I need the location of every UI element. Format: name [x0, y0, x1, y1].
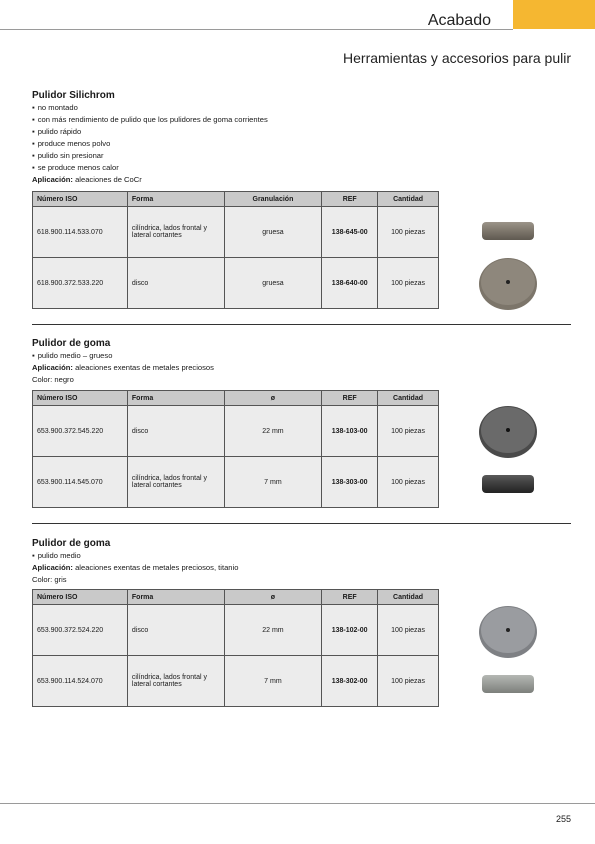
cell-forma: cilíndrica, lados frontal y lateral cortantes	[127, 656, 224, 707]
application-text: aleaciones de CoCr	[75, 175, 142, 184]
feature-list	[32, 550, 572, 562]
table-header-row	[33, 590, 439, 605]
table-header-row	[33, 391, 439, 406]
product-block-goma-negro	[32, 337, 572, 489]
table-row	[33, 457, 439, 508]
cell-ref: 138-645-00	[322, 207, 378, 258]
cell-ref: 138-103-00	[322, 406, 378, 457]
col-header-iso: Número ISO	[33, 192, 128, 207]
black-cylinder-image	[480, 472, 536, 496]
col-header-ref: REF	[322, 590, 378, 605]
cell-cantidad: 100 piezas	[378, 656, 439, 707]
cell-ref: 138-102-00	[322, 605, 378, 656]
table-row	[33, 406, 439, 457]
cell-forma: disco	[127, 406, 224, 457]
cell-diametro: 7 mm	[224, 457, 322, 508]
product-table	[32, 589, 439, 707]
product-title: Pulidor de goma	[32, 538, 111, 549]
color-line: Color: gris	[32, 575, 67, 584]
col-header-cantidad: Cantidad	[378, 590, 439, 605]
col-header-iso: Número ISO	[33, 590, 128, 605]
cell-iso: 653.900.114.524.070	[33, 656, 128, 707]
application-line	[32, 362, 572, 374]
cell-forma: disco	[127, 605, 224, 656]
product-title: Pulidor Silichrom	[32, 90, 115, 101]
application-line	[32, 174, 572, 186]
application-line	[32, 562, 572, 574]
col-header-diametro: ø	[224, 391, 322, 406]
cell-iso: 618.900.372.533.220	[33, 258, 128, 309]
feature-item: ▪ produce menos polvo	[32, 138, 572, 150]
feature-item: ▪ con más rendimiento de pulido que los pulidores de goma corrientes	[32, 114, 572, 126]
cell-cantidad: 100 piezas	[378, 406, 439, 457]
cell-ref: 138-303-00	[322, 457, 378, 508]
col-header-iso: Número ISO	[33, 391, 128, 406]
gray-disc-image	[477, 604, 539, 660]
product-table	[32, 191, 439, 309]
feature-item: ▪ pulido medio	[32, 550, 572, 562]
feature-item: ▪ no montado	[32, 102, 572, 114]
cell-forma: disco	[127, 258, 224, 309]
cell-cantidad: 100 piezas	[378, 207, 439, 258]
table-row	[33, 605, 439, 656]
section-divider	[32, 523, 571, 524]
col-header-diametro: ø	[224, 590, 322, 605]
table-header-row	[33, 192, 439, 207]
application-label: Aplicación:	[32, 363, 73, 372]
col-header-ref: REF	[322, 391, 378, 406]
product-table	[32, 390, 439, 508]
cell-diametro: 22 mm	[224, 406, 322, 457]
cell-cantidad: 100 piezas	[378, 258, 439, 309]
feature-item: ▪ pulido sin presionar	[32, 150, 572, 162]
section-title: Acabado	[427, 12, 491, 29]
col-header-cantidad: Cantidad	[378, 391, 439, 406]
gray-cylinder-image	[480, 672, 536, 696]
cell-diametro: 22 mm	[224, 605, 322, 656]
col-header-granulacion: Granulación	[224, 192, 322, 207]
cell-forma: cilíndrica, lados frontal y lateral cortantes	[127, 457, 224, 508]
feature-item: ▪ pulido rápido	[32, 126, 572, 138]
section-accent-box	[513, 0, 595, 29]
cell-iso: 653.900.114.545.070	[33, 457, 128, 508]
col-header-forma: Forma	[127, 590, 224, 605]
table-row	[33, 656, 439, 707]
black-disc-image	[477, 404, 539, 460]
col-header-forma: Forma	[127, 192, 224, 207]
page-subtitle: Herramientas y accesorios para pulir	[343, 50, 571, 66]
cell-iso: 618.900.114.533.070	[33, 207, 128, 258]
feature-list	[32, 350, 572, 362]
section-divider	[32, 324, 571, 325]
cell-iso: 653.900.372.524.220	[33, 605, 128, 656]
table-row	[33, 207, 439, 258]
cell-ref: 138-640-00	[322, 258, 378, 309]
application-label: Aplicación:	[32, 175, 73, 184]
cell-iso: 653.900.372.545.220	[33, 406, 128, 457]
footer-rule	[0, 803, 595, 804]
product-block-silichrom	[32, 89, 572, 287]
feature-item: ▪ pulido medio – grueso	[32, 350, 572, 362]
application-text: aleaciones exentas de metales preciosos	[75, 363, 214, 372]
cell-granulacion: gruesa	[224, 258, 322, 309]
cell-ref: 138-302-00	[322, 656, 378, 707]
application-label: Aplicación:	[32, 563, 73, 572]
feature-item: ▪ se produce menos calor	[32, 162, 572, 174]
application-text: aleaciones exentas de metales preciosos, titanio	[75, 563, 239, 572]
header-rule	[0, 29, 513, 30]
table-row	[33, 258, 439, 309]
cell-cantidad: 100 piezas	[378, 457, 439, 508]
product-block-goma-gris	[32, 537, 572, 688]
cell-diametro: 7 mm	[224, 656, 322, 707]
silichrom-cylinder-image	[480, 219, 536, 243]
product-title: Pulidor de goma	[32, 338, 111, 349]
cell-forma: cilíndrica, lados frontal y lateral cortantes	[127, 207, 224, 258]
silichrom-disc-image	[477, 256, 539, 312]
col-header-forma: Forma	[127, 391, 224, 406]
col-header-cantidad: Cantidad	[378, 192, 439, 207]
cell-granulacion: gruesa	[224, 207, 322, 258]
col-header-ref: REF	[322, 192, 378, 207]
color-line: Color: negro	[32, 375, 74, 384]
cell-cantidad: 100 piezas	[378, 605, 439, 656]
feature-list	[32, 102, 572, 174]
page-number: 255	[555, 814, 571, 824]
